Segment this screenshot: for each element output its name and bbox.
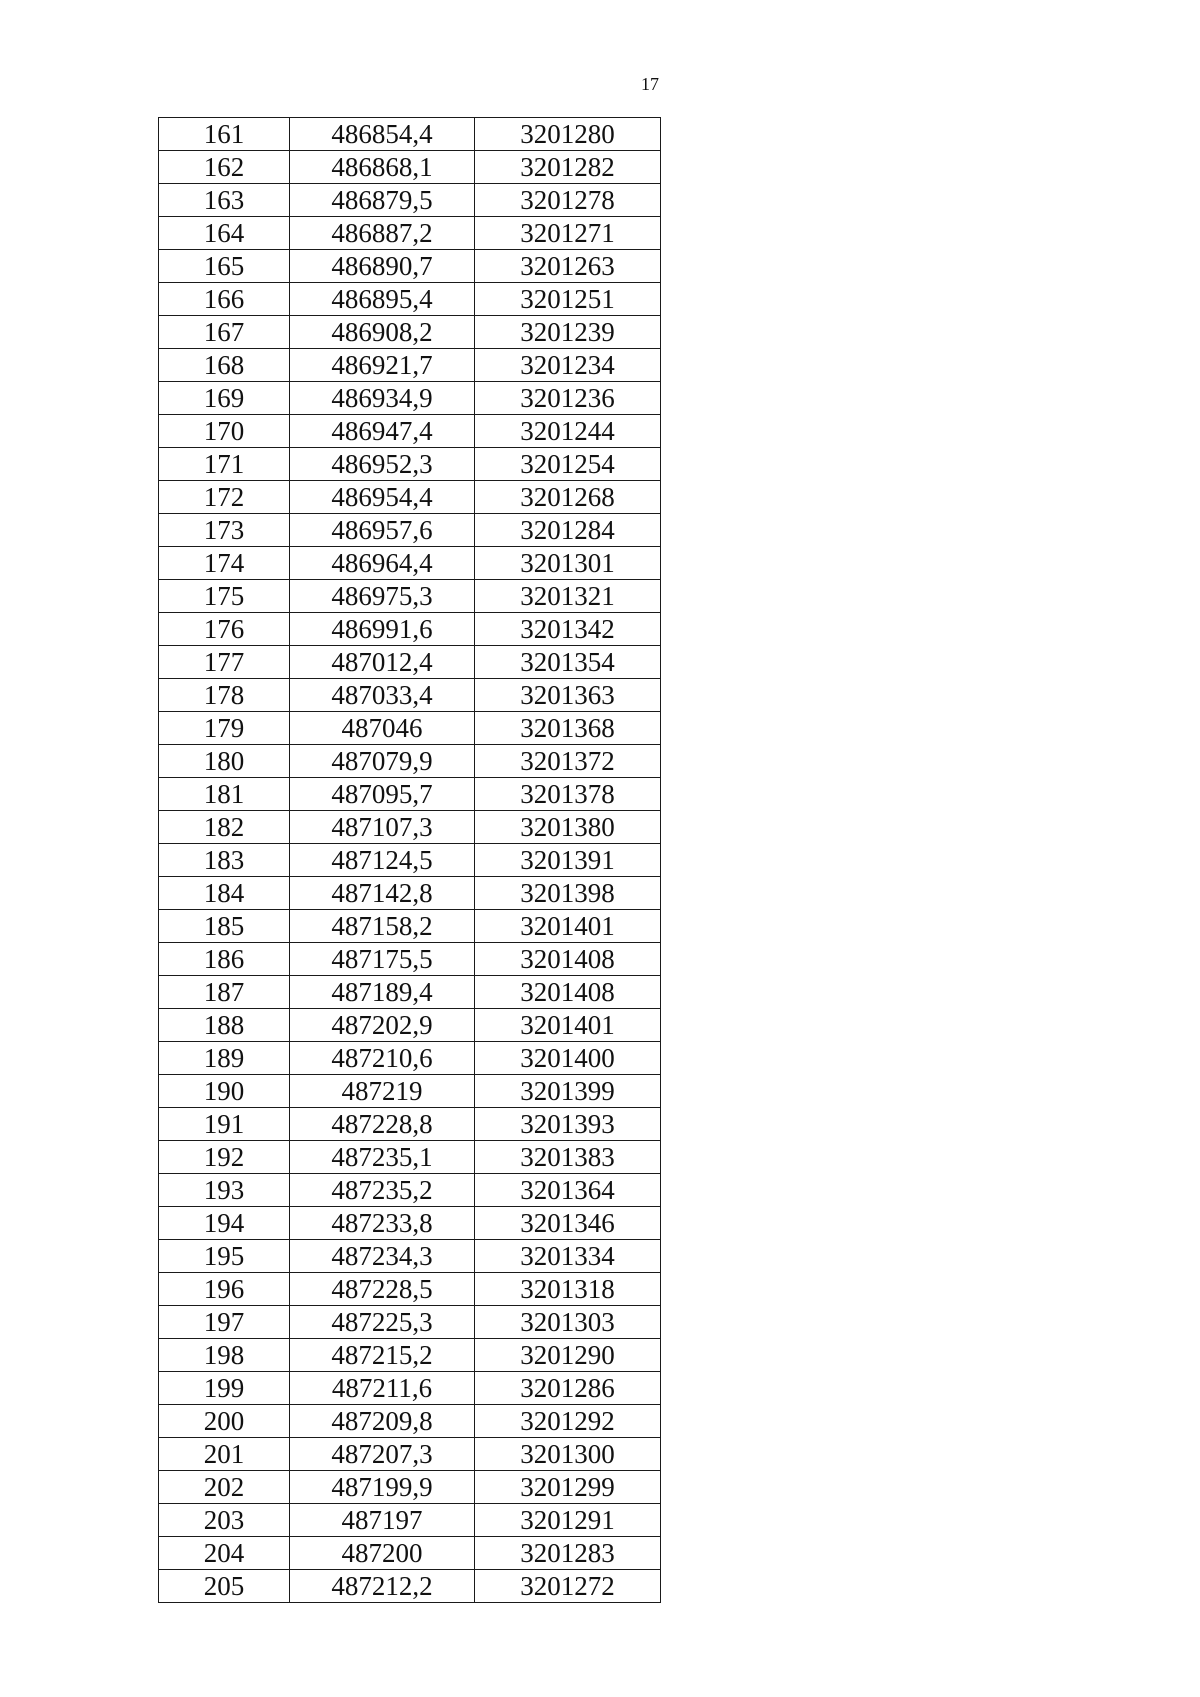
y-coordinate-cell: 3201283 (475, 1537, 661, 1570)
x-coordinate-cell: 487012,4 (290, 646, 475, 679)
point-number-cell: 182 (159, 811, 290, 844)
y-coordinate-cell: 3201303 (475, 1306, 661, 1339)
table-row (159, 1273, 661, 1306)
point-number-cell: 171 (159, 448, 290, 481)
y-coordinate-cell: 3201342 (475, 613, 661, 646)
x-coordinate-cell: 486879,5 (290, 184, 475, 217)
table-row (159, 1141, 661, 1174)
table-row (159, 316, 661, 349)
point-number-cell: 189 (159, 1042, 290, 1075)
table-row (159, 217, 661, 250)
y-coordinate-cell: 3201286 (475, 1372, 661, 1405)
point-number-cell: 185 (159, 910, 290, 943)
y-coordinate-cell: 3201318 (475, 1273, 661, 1306)
x-coordinate-cell: 487235,1 (290, 1141, 475, 1174)
y-coordinate-cell: 3201254 (475, 448, 661, 481)
y-coordinate-cell: 3201234 (475, 349, 661, 382)
point-number-cell: 202 (159, 1471, 290, 1504)
table-row (159, 679, 661, 712)
point-number-cell: 164 (159, 217, 290, 250)
table-row (159, 877, 661, 910)
y-coordinate-cell: 3201364 (475, 1174, 661, 1207)
point-number-cell: 173 (159, 514, 290, 547)
table-row (159, 1570, 661, 1603)
point-number-cell: 162 (159, 151, 290, 184)
point-number-cell: 161 (159, 118, 290, 151)
point-number-cell: 166 (159, 283, 290, 316)
y-coordinate-cell: 3201334 (475, 1240, 661, 1273)
point-number-cell: 204 (159, 1537, 290, 1570)
y-coordinate-cell: 3201272 (475, 1570, 661, 1603)
table-row (159, 118, 661, 151)
x-coordinate-cell: 487199,9 (290, 1471, 475, 1504)
table-row (159, 1207, 661, 1240)
table-row (159, 646, 661, 679)
x-coordinate-cell: 487095,7 (290, 778, 475, 811)
x-coordinate-cell: 487033,4 (290, 679, 475, 712)
x-coordinate-cell: 486954,4 (290, 481, 475, 514)
point-number-cell: 181 (159, 778, 290, 811)
x-coordinate-cell: 487175,5 (290, 943, 475, 976)
table-row (159, 250, 661, 283)
point-number-cell: 193 (159, 1174, 290, 1207)
point-number-cell: 168 (159, 349, 290, 382)
y-coordinate-cell: 3201321 (475, 580, 661, 613)
y-coordinate-cell: 3201280 (475, 118, 661, 151)
table-row (159, 1405, 661, 1438)
table-row (159, 1372, 661, 1405)
point-number-cell: 201 (159, 1438, 290, 1471)
point-number-cell: 194 (159, 1207, 290, 1240)
y-coordinate-cell: 3201268 (475, 481, 661, 514)
y-coordinate-cell: 3201383 (475, 1141, 661, 1174)
table-row (159, 151, 661, 184)
table-row (159, 580, 661, 613)
table-row (159, 184, 661, 217)
point-number-cell: 188 (159, 1009, 290, 1042)
y-coordinate-cell: 3201299 (475, 1471, 661, 1504)
table-row (159, 613, 661, 646)
y-coordinate-cell: 3201354 (475, 646, 661, 679)
x-coordinate-cell: 487202,9 (290, 1009, 475, 1042)
point-number-cell: 205 (159, 1570, 290, 1603)
x-coordinate-cell: 487197 (290, 1504, 475, 1537)
x-coordinate-cell: 486887,2 (290, 217, 475, 250)
table-row (159, 910, 661, 943)
point-number-cell: 186 (159, 943, 290, 976)
y-coordinate-cell: 3201278 (475, 184, 661, 217)
point-number-cell: 179 (159, 712, 290, 745)
y-coordinate-cell: 3201236 (475, 382, 661, 415)
y-coordinate-cell: 3201263 (475, 250, 661, 283)
table-row (159, 1504, 661, 1537)
y-coordinate-cell: 3201284 (475, 514, 661, 547)
point-number-cell: 199 (159, 1372, 290, 1405)
table-row (159, 943, 661, 976)
point-number-cell: 203 (159, 1504, 290, 1537)
table-row (159, 811, 661, 844)
point-number-cell: 184 (159, 877, 290, 910)
x-coordinate-cell: 487234,3 (290, 1240, 475, 1273)
point-number-cell: 175 (159, 580, 290, 613)
table-row (159, 349, 661, 382)
x-coordinate-cell: 487212,2 (290, 1570, 475, 1603)
x-coordinate-cell: 487215,2 (290, 1339, 475, 1372)
x-coordinate-cell: 487235,2 (290, 1174, 475, 1207)
y-coordinate-cell: 3201368 (475, 712, 661, 745)
x-coordinate-cell: 486991,6 (290, 613, 475, 646)
x-coordinate-cell: 487046 (290, 712, 475, 745)
y-coordinate-cell: 3201401 (475, 910, 661, 943)
point-number-cell: 191 (159, 1108, 290, 1141)
x-coordinate-cell: 486890,7 (290, 250, 475, 283)
point-number-cell: 177 (159, 646, 290, 679)
x-coordinate-cell: 487200 (290, 1537, 475, 1570)
x-coordinate-cell: 486934,9 (290, 382, 475, 415)
table-row (159, 382, 661, 415)
x-coordinate-cell: 486868,1 (290, 151, 475, 184)
table-row (159, 1240, 661, 1273)
y-coordinate-cell: 3201291 (475, 1504, 661, 1537)
y-coordinate-cell: 3201244 (475, 415, 661, 448)
y-coordinate-cell: 3201408 (475, 943, 661, 976)
x-coordinate-cell: 487124,5 (290, 844, 475, 877)
table-row (159, 448, 661, 481)
y-coordinate-cell: 3201378 (475, 778, 661, 811)
y-coordinate-cell: 3201408 (475, 976, 661, 1009)
y-coordinate-cell: 3201292 (475, 1405, 661, 1438)
table-row (159, 1108, 661, 1141)
table-row (159, 1009, 661, 1042)
table-row (159, 1075, 661, 1108)
point-number-cell: 198 (159, 1339, 290, 1372)
y-coordinate-cell: 3201271 (475, 217, 661, 250)
point-number-cell: 190 (159, 1075, 290, 1108)
table-row (159, 1471, 661, 1504)
point-number-cell: 170 (159, 415, 290, 448)
y-coordinate-cell: 3201372 (475, 745, 661, 778)
x-coordinate-cell: 486952,3 (290, 448, 475, 481)
point-number-cell: 192 (159, 1141, 290, 1174)
x-coordinate-cell: 487219 (290, 1075, 475, 1108)
point-number-cell: 187 (159, 976, 290, 1009)
x-coordinate-cell: 487142,8 (290, 877, 475, 910)
x-coordinate-cell: 487158,2 (290, 910, 475, 943)
point-number-cell: 196 (159, 1273, 290, 1306)
y-coordinate-cell: 3201346 (475, 1207, 661, 1240)
x-coordinate-cell: 487233,8 (290, 1207, 475, 1240)
y-coordinate-cell: 3201290 (475, 1339, 661, 1372)
point-number-cell: 183 (159, 844, 290, 877)
y-coordinate-cell: 3201391 (475, 844, 661, 877)
table-row (159, 547, 661, 580)
y-coordinate-cell: 3201251 (475, 283, 661, 316)
table-row (159, 745, 661, 778)
x-coordinate-cell: 487211,6 (290, 1372, 475, 1405)
point-number-cell: 163 (159, 184, 290, 217)
x-coordinate-cell: 486964,4 (290, 547, 475, 580)
y-coordinate-cell: 3201300 (475, 1438, 661, 1471)
y-coordinate-cell: 3201239 (475, 316, 661, 349)
x-coordinate-cell: 486908,2 (290, 316, 475, 349)
y-coordinate-cell: 3201398 (475, 877, 661, 910)
table-row (159, 1339, 661, 1372)
table-row (159, 1306, 661, 1339)
point-number-cell: 165 (159, 250, 290, 283)
coordinates-table-body (159, 118, 661, 1603)
table-row (159, 778, 661, 811)
point-number-cell: 174 (159, 547, 290, 580)
table-row (159, 283, 661, 316)
y-coordinate-cell: 3201401 (475, 1009, 661, 1042)
table-row (159, 415, 661, 448)
x-coordinate-cell: 486921,7 (290, 349, 475, 382)
table-row (159, 844, 661, 877)
y-coordinate-cell: 3201363 (475, 679, 661, 712)
table-row (159, 1174, 661, 1207)
point-number-cell: 172 (159, 481, 290, 514)
x-coordinate-cell: 486895,4 (290, 283, 475, 316)
y-coordinate-cell: 3201282 (475, 151, 661, 184)
coordinates-table (158, 117, 661, 1603)
point-number-cell: 197 (159, 1306, 290, 1339)
point-number-cell: 167 (159, 316, 290, 349)
page-number: 17 (641, 74, 659, 94)
y-coordinate-cell: 3201399 (475, 1075, 661, 1108)
table-row (159, 1438, 661, 1471)
x-coordinate-cell: 487207,3 (290, 1438, 475, 1471)
x-coordinate-cell: 487210,6 (290, 1042, 475, 1075)
x-coordinate-cell: 487225,3 (290, 1306, 475, 1339)
x-coordinate-cell: 487079,9 (290, 745, 475, 778)
point-number-cell: 180 (159, 745, 290, 778)
x-coordinate-cell: 487189,4 (290, 976, 475, 1009)
x-coordinate-cell: 487228,5 (290, 1273, 475, 1306)
y-coordinate-cell: 3201301 (475, 547, 661, 580)
x-coordinate-cell: 487107,3 (290, 811, 475, 844)
table-row (159, 976, 661, 1009)
x-coordinate-cell: 487209,8 (290, 1405, 475, 1438)
point-number-cell: 169 (159, 382, 290, 415)
x-coordinate-cell: 487228,8 (290, 1108, 475, 1141)
point-number-cell: 178 (159, 679, 290, 712)
x-coordinate-cell: 486854,4 (290, 118, 475, 151)
point-number-cell: 195 (159, 1240, 290, 1273)
x-coordinate-cell: 486947,4 (290, 415, 475, 448)
point-number-cell: 200 (159, 1405, 290, 1438)
point-number-cell: 176 (159, 613, 290, 646)
y-coordinate-cell: 3201380 (475, 811, 661, 844)
y-coordinate-cell: 3201393 (475, 1108, 661, 1141)
y-coordinate-cell: 3201400 (475, 1042, 661, 1075)
table-row (159, 1537, 661, 1570)
table-row (159, 481, 661, 514)
table-row (159, 1042, 661, 1075)
table-row (159, 514, 661, 547)
table-row (159, 712, 661, 745)
x-coordinate-cell: 486975,3 (290, 580, 475, 613)
x-coordinate-cell: 486957,6 (290, 514, 475, 547)
